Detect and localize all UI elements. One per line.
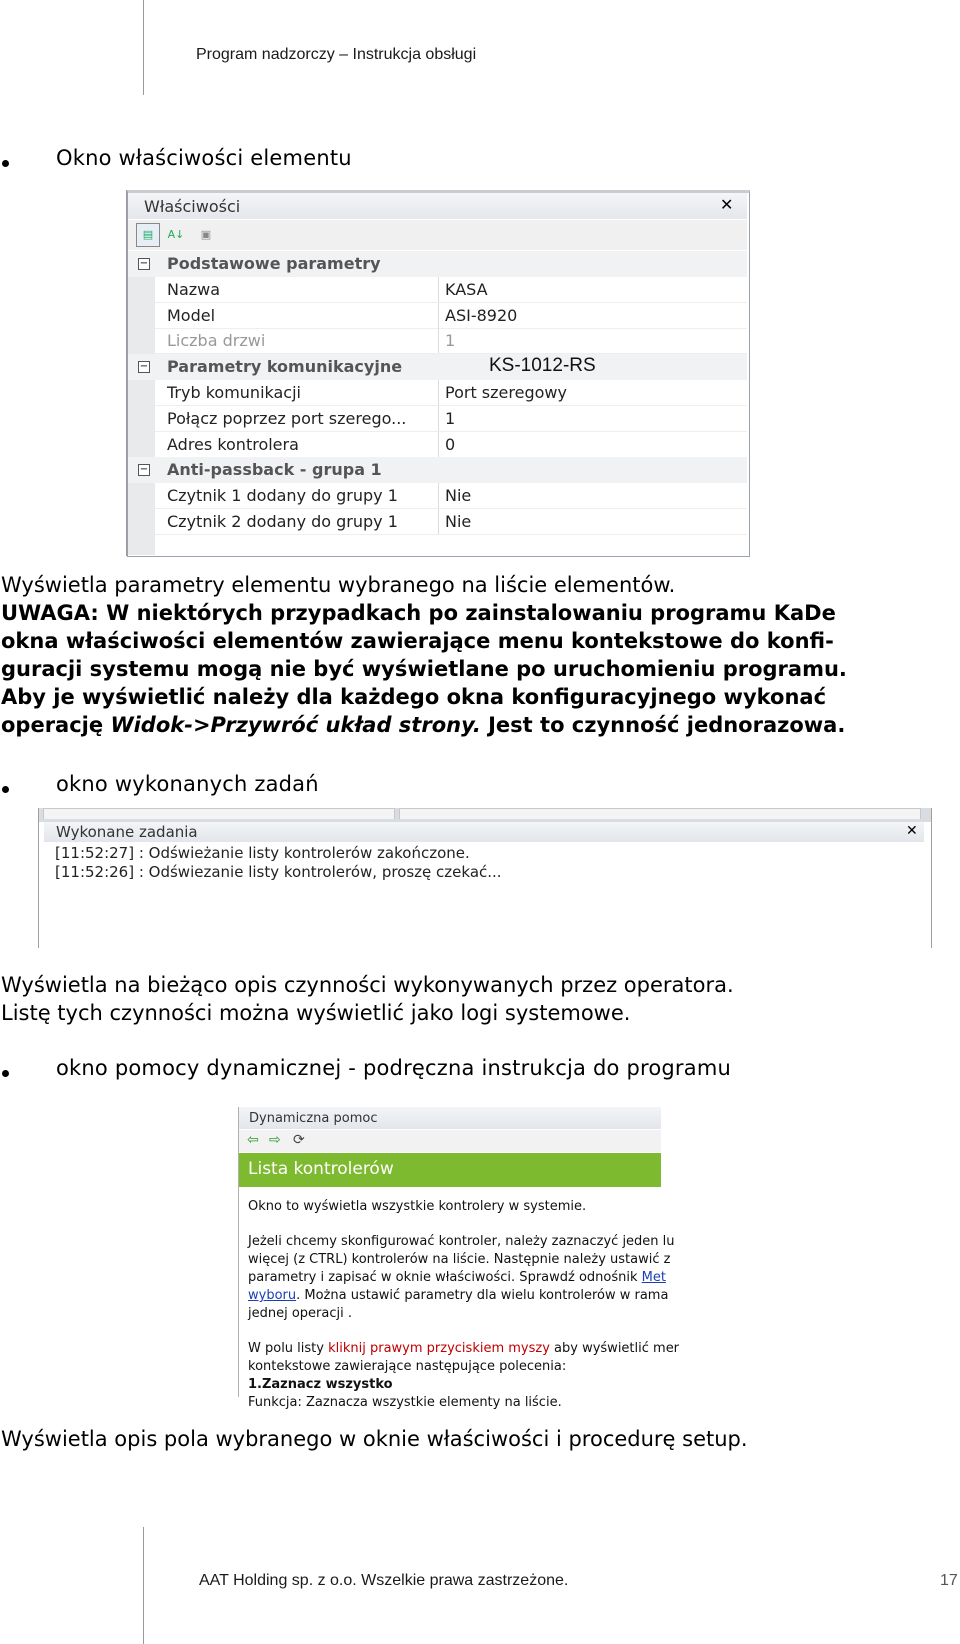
tasks-upper-tab-right [399, 808, 921, 819]
paragraph-tasks-desc [1, 971, 734, 1027]
footer-divider [143, 1527, 144, 1644]
property-category[interactable] [128, 354, 747, 380]
property-value[interactable]: Nie [445, 512, 472, 531]
forward-arrow-icon[interactable]: ⇨ [269, 1132, 281, 1148]
column-separator [438, 483, 439, 509]
collapse-icon[interactable]: − [139, 361, 149, 373]
bullet-dot [2, 160, 9, 167]
log-line: [11:52:26] : Odświezanie listy kontrolerów, proszę czekać... [55, 863, 502, 881]
help-text: kontekstowe zawierające następujące polecenia: [248, 1359, 567, 1374]
property-value[interactable]: KASA [445, 279, 488, 299]
bullet-dot [2, 1070, 9, 1077]
para1-line6-italic: Widok->Przywróć układ strony. [110, 713, 481, 737]
property-value[interactable]: 1 [445, 331, 456, 351]
tasks-window [38, 808, 932, 948]
sort-alphabetical-icon[interactable]: A↓ [164, 223, 188, 247]
help-link[interactable]: wyboru [248, 1288, 297, 1303]
property-name: Liczba drzwi [167, 331, 266, 351]
footer-text: AAT Holding sp. z o.o. Wszelkie prawa zastrzeżone. [199, 1572, 569, 1589]
page-header: Program nadzorczy – Instrukcja obsługi [196, 46, 477, 63]
property-row[interactable] [128, 303, 747, 329]
property-value[interactable]: Nie [445, 486, 472, 506]
para1-line2: UWAGA: W niektórych przypadkach po zainstalowaniu programu KaDe [1, 601, 836, 625]
property-row[interactable] [128, 509, 747, 535]
help-text [248, 1288, 668, 1303]
help-link[interactable]: Met [641, 1270, 666, 1285]
property-name: Model [167, 305, 216, 325]
para1-line6a: operację [1, 713, 111, 737]
category-label: Parametry komunikacyjne [167, 357, 403, 377]
property-name: Adres kontrolera [167, 434, 299, 454]
properties-title-bar [128, 193, 747, 219]
para2-line2: Listę tych czynności można wyświetlić jako logi systemowe. [1, 1001, 631, 1025]
bullet-dot [2, 786, 9, 793]
save-icon[interactable]: ▣ [194, 223, 218, 247]
column-separator [438, 303, 439, 329]
page-number: 17 [940, 1572, 958, 1589]
para2-line1: Wyświetla na bieżąco opis czynności wykonywanych przez operatora. [1, 973, 734, 997]
property-name: Połącz poprzez port szerego... [167, 408, 407, 428]
properties-toolbar [128, 220, 747, 250]
column-separator [438, 328, 439, 354]
property-category[interactable] [128, 457, 747, 483]
bullet-help-window: okno pomocy dynamicznej - podręczna instrukcja do programu [56, 1056, 731, 1080]
help-text-part: W polu listy [248, 1341, 329, 1356]
tasks-upper-tab-left [43, 808, 395, 819]
bullet-properties-window: Okno właściwości elementu [56, 146, 352, 170]
properties-title: Właściwości [144, 197, 241, 216]
property-name: Czytnik 1 dodany do grupy 1 [167, 486, 398, 506]
column-separator [438, 509, 439, 535]
help-title: Dynamiczna pomoc [249, 1111, 378, 1126]
help-text [248, 1270, 666, 1285]
help-text-part: parametry i zapisać w oknie właściwości. Sprawdź odnośnik [248, 1270, 642, 1285]
help-text [248, 1341, 679, 1356]
row-divider [155, 534, 747, 535]
para1-line6 [1, 711, 847, 739]
para1-line1: Wyświetla parametry elementu wybranego na liście elementów. [1, 573, 676, 597]
column-separator [438, 406, 439, 432]
paragraph-properties-desc [1, 571, 847, 739]
property-name: Nazwa [167, 279, 221, 299]
property-name: Tryb komunikacji [167, 383, 301, 402]
refresh-icon[interactable]: ⟳ [293, 1132, 305, 1148]
help-text: Funkcja: Zaznacza wszystkie elementy na liście. [248, 1395, 562, 1410]
back-arrow-icon[interactable]: ⇦ [247, 1132, 259, 1148]
property-row[interactable] [128, 380, 747, 406]
category-label: Podstawowe parametry [167, 254, 381, 273]
help-window [238, 1107, 680, 1410]
collapse-icon[interactable]: − [139, 464, 149, 476]
log-line: [11:52:27] : Odświeżanie listy kontrolerów zakończone. [55, 844, 470, 862]
property-name: Czytnik 2 dodany do grupy 1 [167, 512, 398, 531]
close-icon[interactable]: ✕ [720, 195, 734, 214]
annotation-label: KS-1012-RS [489, 355, 596, 376]
collapse-icon[interactable]: − [139, 258, 149, 269]
help-text-part: . Można ustawić parametry dla wielu kontrolerów w rama [296, 1288, 669, 1303]
help-text-part: aby wyświetlić mer [549, 1341, 680, 1356]
categorized-view-icon[interactable]: ▤ [136, 223, 160, 247]
property-row[interactable] [128, 406, 747, 432]
help-command-title: 1.Zaznacz wszystko [248, 1377, 393, 1392]
property-category[interactable] [128, 251, 747, 277]
help-text: Okno to wyświetla wszystkie kontrolery w systemie. [248, 1199, 587, 1214]
help-banner [239, 1153, 661, 1187]
bullet-tasks-window: okno wykonanych zadań [56, 772, 319, 796]
help-text: więcej (z CTRL) kontrolerów na liście. Następnie należy ustawić z [248, 1252, 671, 1267]
help-title-bar [239, 1107, 661, 1129]
property-value[interactable]: Port szeregowy [445, 383, 567, 402]
para1-line3: okna właściwości elementów zawierające menu kontekstowe do konfi- [1, 629, 834, 653]
tasks-title: Wykonane zadania [56, 823, 198, 841]
column-separator [438, 432, 439, 458]
property-row[interactable] [128, 483, 747, 509]
para1-line5: Aby je wyświetlić należy dla każdego okna konfiguracyjnego wykonać [1, 685, 827, 709]
help-toolbar [239, 1130, 661, 1152]
paragraph-help-desc [1, 1425, 748, 1453]
category-label: Anti-passback - grupa 1 [167, 460, 382, 480]
close-icon[interactable]: ✕ [906, 823, 918, 839]
help-red-text: kliknij prawym przyciskiem myszy [328, 1341, 550, 1356]
para3-line1: Wyświetla opis pola wybranego w oknie właściwości i procedurę setup. [1, 1427, 748, 1451]
help-text: Jeżeli chcemy skonfigurować kontroler, należy zaznaczyć jeden lu [248, 1234, 675, 1249]
property-row[interactable] [128, 277, 747, 303]
help-banner-title: Lista kontrolerów [248, 1159, 394, 1179]
help-text: jednej operacji . [248, 1306, 352, 1321]
property-row[interactable] [128, 328, 747, 354]
para1-line4: guracji systemu mogą nie być wyświetlane po uruchomieniu programu. [1, 657, 847, 681]
column-separator [438, 380, 439, 406]
props-left-edge [126, 190, 127, 556]
para1-line6c: Jest to czynność jednorazowa. [480, 713, 846, 737]
header-divider [143, 0, 144, 95]
property-value[interactable]: ASI-8920 [445, 305, 518, 325]
property-row[interactable] [128, 432, 747, 458]
property-value[interactable]: 0 [445, 434, 456, 454]
property-value[interactable]: 1 [445, 408, 456, 428]
column-separator [438, 277, 439, 303]
properties-window [127, 190, 750, 557]
tasks-title-bar [44, 822, 924, 842]
